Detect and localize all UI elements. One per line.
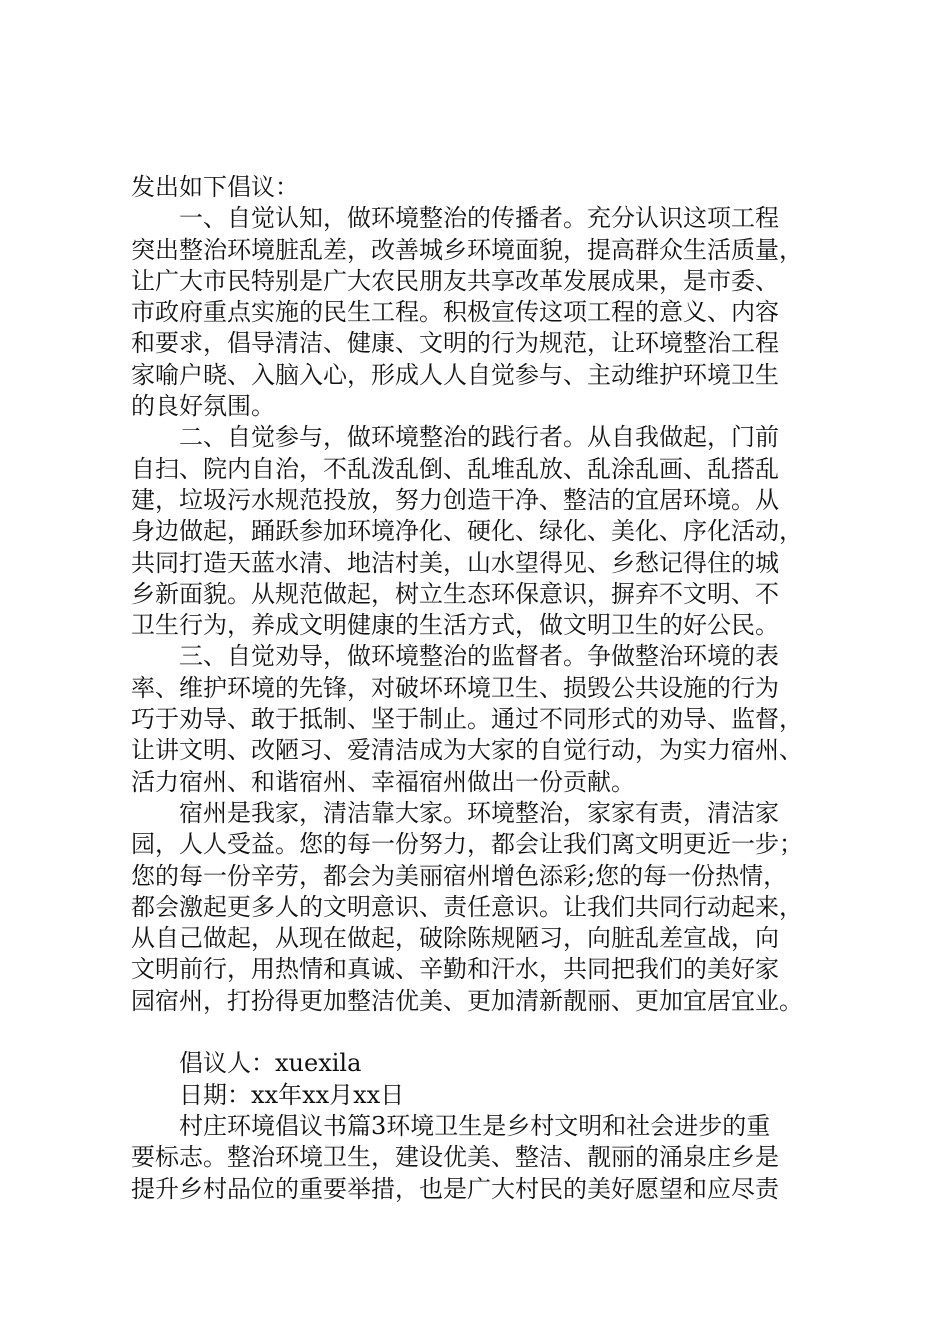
text-line: 村庄环境倡议书篇3环境卫生是乡村文明和社会进步的重 bbox=[179, 1111, 771, 1140]
text-line: 要标志。整治环境卫生，建设优美、整洁、靓丽的涌泉庄乡是 bbox=[131, 1143, 779, 1172]
text-line: 活力宿州、和谐宿州、幸福宿州做出一份贡献。 bbox=[131, 767, 635, 796]
text-line: 和要求，倡导清洁、健康、文明的行为规范，让环境整治工程 bbox=[131, 329, 779, 358]
text-line: 文明前行，用热情和真诚、辛勤和汗水，共同把我们的美好家 bbox=[131, 955, 779, 984]
text-line: 您的每一份辛劳，都会为美丽宿州增色添彩;您的每一份热情， bbox=[131, 861, 788, 890]
closing-paragraph bbox=[131, 798, 831, 1017]
text-line: 共同打造天蓝水清、地洁村美，山水望得见、乡愁记得住的城 bbox=[131, 548, 779, 577]
blank-line bbox=[131, 1017, 831, 1048]
text-line: 突出整治环境脏乱差，改善城乡环境面貌，提高群众生活质量， bbox=[131, 235, 803, 264]
document-body bbox=[131, 172, 831, 1205]
proposal-three-paragraph bbox=[131, 641, 831, 797]
text-line: 巧于劝导、敢于抵制、坚于制止。通过不同形式的劝导、监督， bbox=[131, 705, 803, 734]
signature-block bbox=[131, 1048, 831, 1111]
text-line: 发出如下倡议： bbox=[131, 173, 299, 201]
text-line: 乡新面貌。从规范做起，树立生态环保意识，摒弃不文明、不 bbox=[131, 579, 779, 608]
text-line: 的良好氛围。 bbox=[131, 392, 275, 421]
text-line: 二、自觉参与，做环境整治的践行者。从自我做起，门前 bbox=[179, 423, 779, 452]
text-line: 让讲文明、改陋习、爱清洁成为大家的自觉行动，为实力宿州、 bbox=[131, 736, 803, 765]
text-line: 提升乡村品位的重要举措，也是广大村民的美好愿望和应尽责 bbox=[131, 1174, 779, 1203]
text-line: 建，垃圾污水规范投放，努力创造干净、整洁的宜居环境。从 bbox=[131, 485, 779, 514]
proposer-line: 倡议人：xuexila bbox=[179, 1049, 362, 1078]
text-line: 宿州是我家，清洁靠大家。环境整治，家家有责，清洁家 bbox=[179, 798, 779, 827]
text-line: 让广大市民特别是广大农民朋友共享改革发展成果，是市委、 bbox=[131, 266, 779, 295]
text-line: 身边做起，踊跃参加环境净化、硬化、绿化、美化、序化活动， bbox=[131, 517, 803, 546]
date-line: 日期：xx年xx月xx日 bbox=[179, 1080, 405, 1109]
text-line: 都会激起更多人的文明意识、责任意识。让我们共同行动起来， bbox=[131, 892, 803, 921]
text-line: 家喻户晓、入脑入心，形成人人自觉参与、主动维护环境卫生 bbox=[131, 360, 779, 389]
text-line: 三、自觉劝导，做环境整治的监督者。争做整治环境的表 bbox=[179, 642, 779, 671]
proposal-one-paragraph bbox=[131, 203, 831, 422]
text-line: 卫生行为，养成文明健康的生活方式，做文明卫生的好公民。 bbox=[131, 611, 779, 640]
text-line: 一、自觉认知，做环境整治的传播者。充分认识这项工程 bbox=[179, 204, 779, 233]
text-line: 率、维护环境的先锋，对破坏环境卫生、损毁公共设施的行为 bbox=[131, 673, 779, 702]
text-line: 市政府重点实施的民生工程。积极宣传这项工程的意义、内容 bbox=[131, 298, 779, 327]
text-line: 自扫、院内自治，不乱泼乱倒、乱堆乱放、乱涂乱画、乱搭乱 bbox=[131, 454, 779, 483]
next-section-paragraph bbox=[131, 1111, 831, 1205]
text-line: 园，人人受益。您的每一份努力，都会让我们离文明更近一步； bbox=[131, 830, 803, 859]
text-line: 从自己做起，从现在做起，破除陈规陋习，向脏乱差宣战，向 bbox=[131, 924, 779, 953]
text-line: 园宿州，打扮得更加整洁优美、更加清新靓丽、更加宜居宜业。 bbox=[131, 986, 803, 1015]
intro-paragraph bbox=[131, 172, 831, 203]
proposal-two-paragraph bbox=[131, 422, 831, 641]
